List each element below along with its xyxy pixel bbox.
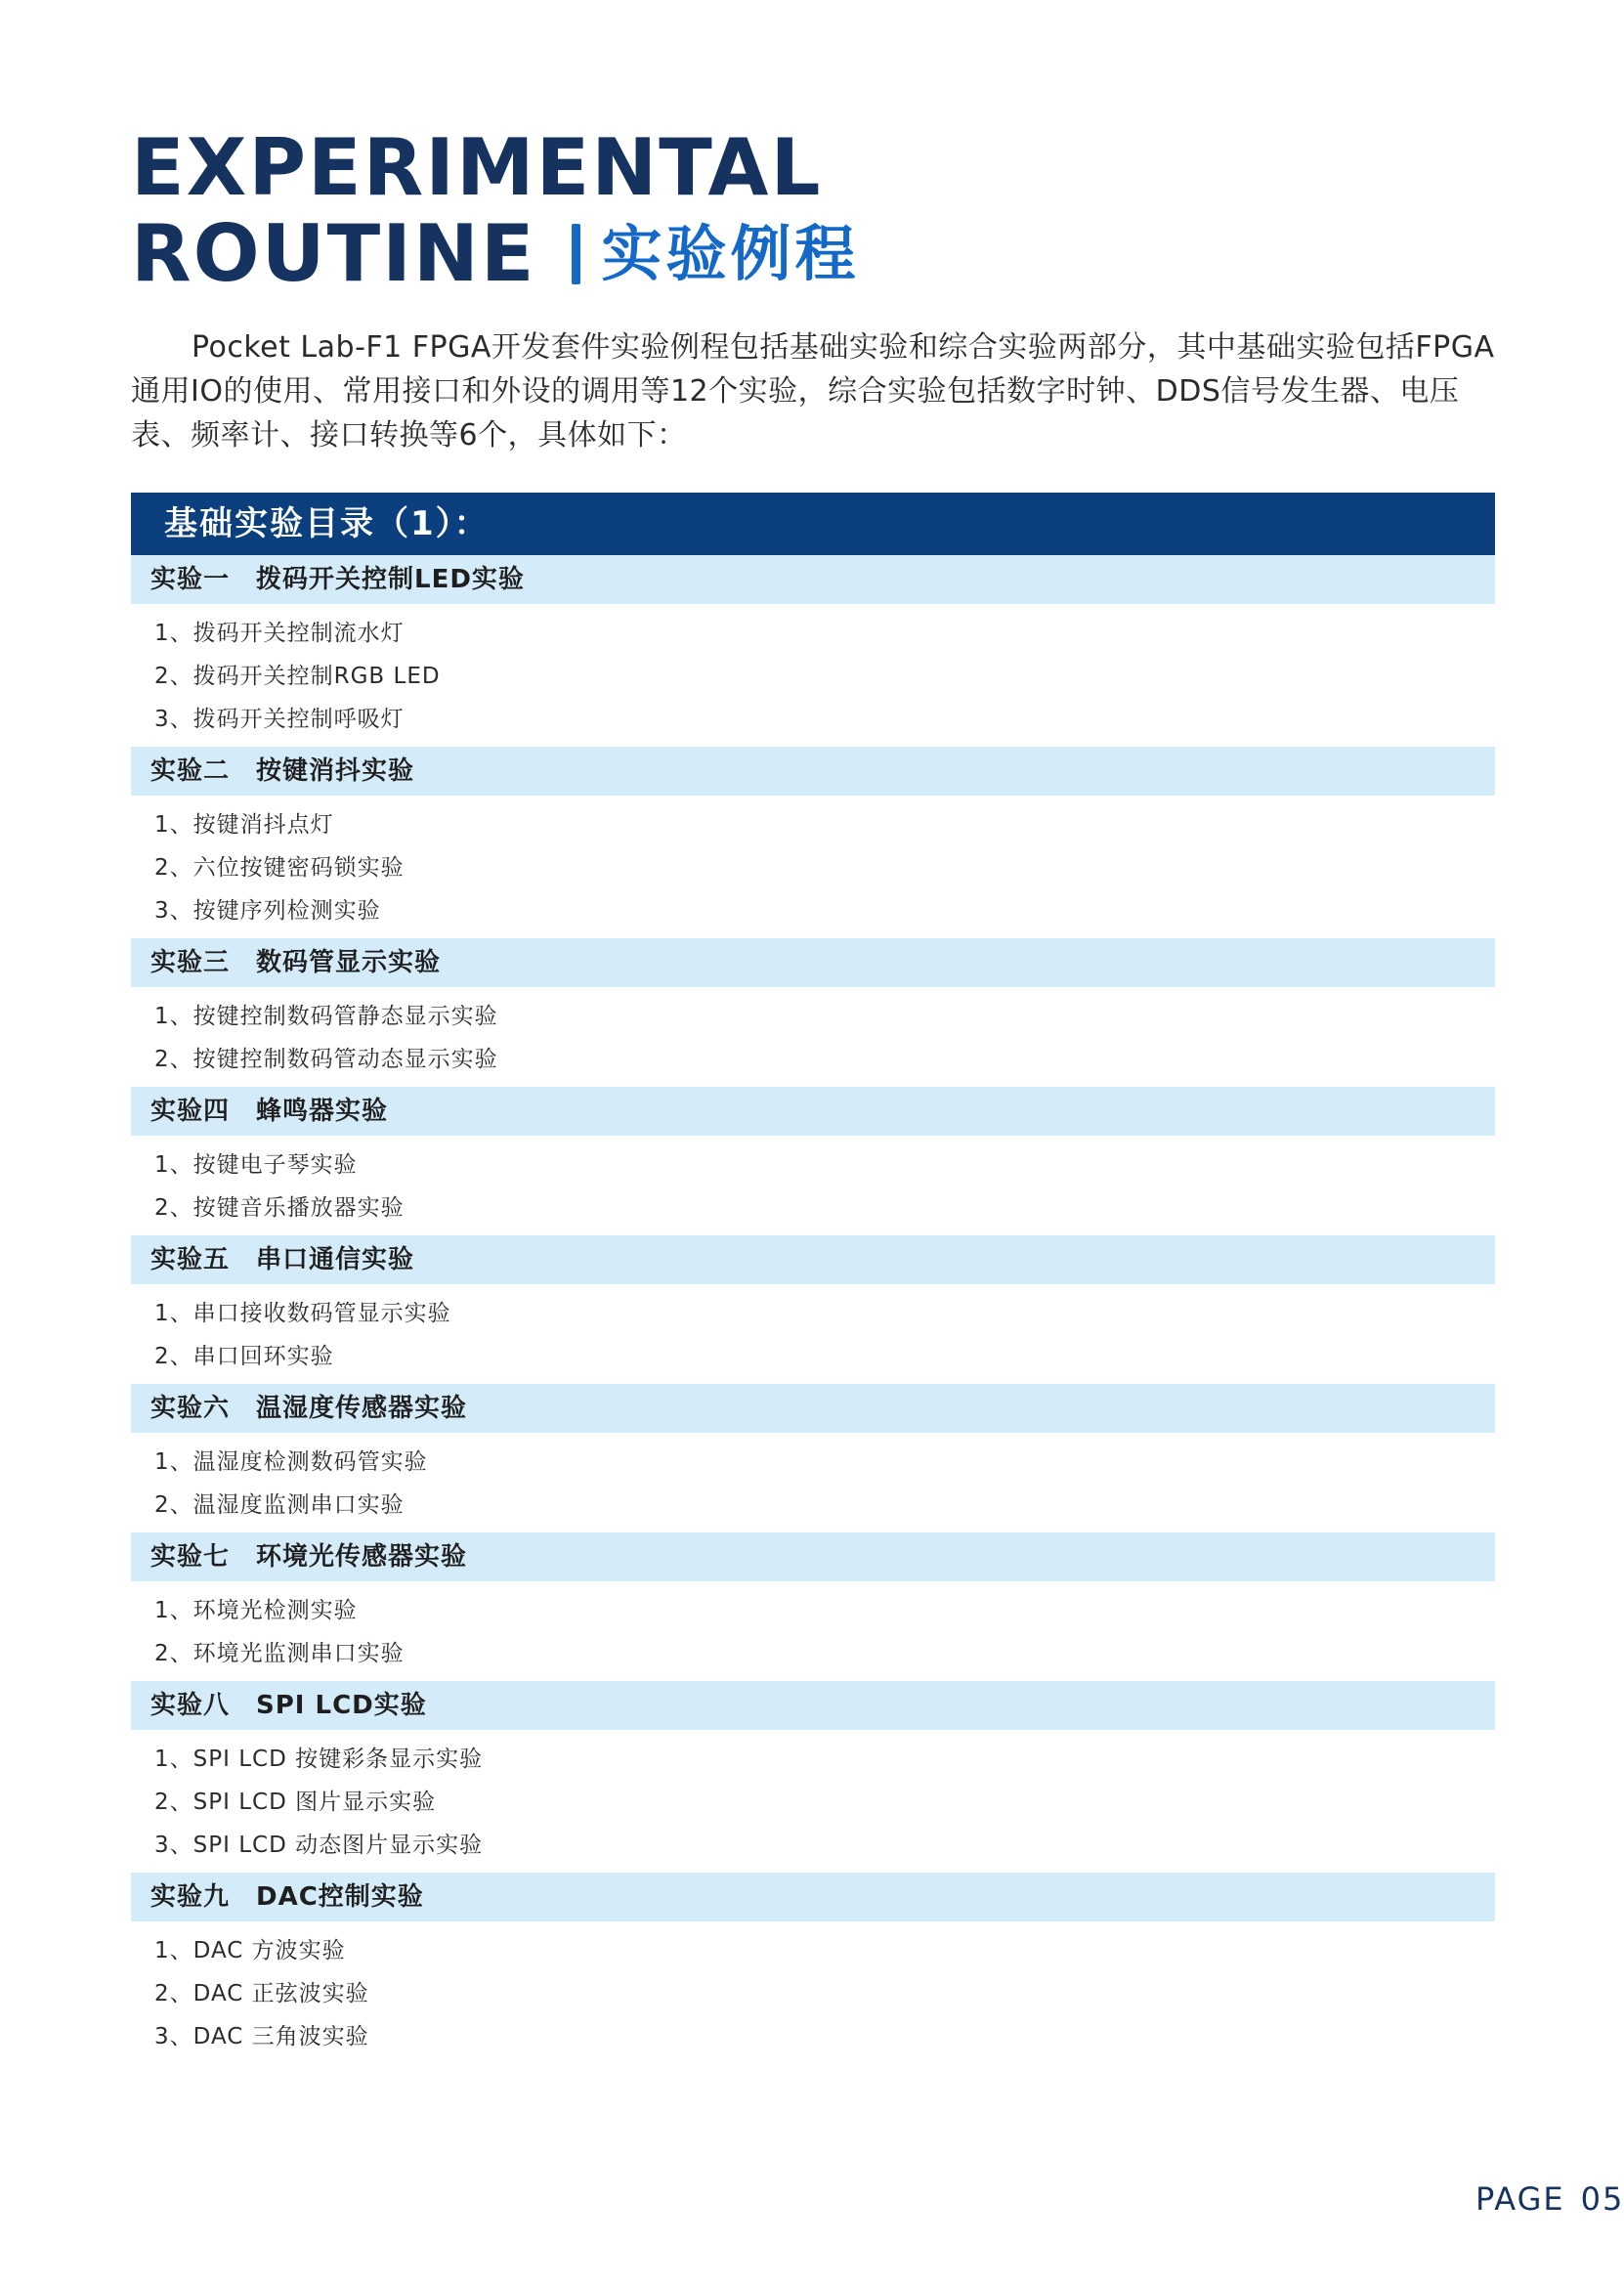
- experiment-items: [131, 1581, 1495, 1681]
- experiment-items: [131, 987, 1495, 1087]
- list-item: 2、温湿度监测串口实验: [154, 1492, 405, 1518]
- list-item: 1、串口接收数码管显示实验: [154, 1301, 451, 1326]
- list-item: 3、拨码开关控制呼吸灯: [154, 707, 405, 732]
- experiment-title: 实验一 拨码开关控制LED实验: [131, 555, 1495, 604]
- list-item: 1、DAC 方波实验: [154, 1938, 346, 1963]
- page: [131, 0, 1624, 2286]
- experiment-section: [131, 938, 1495, 1087]
- title-line-1: EXPERIMENTAL: [131, 122, 823, 213]
- experiment-title: 实验二 按键消抖实验: [131, 747, 1495, 796]
- list-item: 2、环境光监测串口实验: [154, 1641, 405, 1666]
- experiment-items: [131, 1921, 1495, 2064]
- intro-paragraph: Pocket Lab-F1 FPGA开发套件实验例程包括基础实验和综合实验两部分，其中基础实验包括FPGA通用IO的使用、常用接口和外设的调用等12个实验，综合实验包括数字时钟、DDS信号发生器、电压表、频率计、接口转换等6个，具体如下：: [131, 330, 1495, 453]
- experiment-catalog: [131, 493, 1495, 2064]
- list-item: 1、温湿度检测数码管实验: [154, 1449, 428, 1475]
- experiment-list: [131, 555, 1495, 2064]
- experiment-items: [131, 1433, 1495, 1532]
- page-number: [1475, 2179, 1624, 2219]
- experiment-items: [131, 1730, 1495, 1873]
- experiment-section: [131, 1087, 1495, 1235]
- experiment-items: [131, 796, 1495, 938]
- list-item: 1、按键电子琴实验: [154, 1152, 358, 1178]
- list-item: 3、DAC 三角波实验: [154, 2024, 369, 2049]
- page-label: PAGE: [1475, 2180, 1565, 2218]
- catalog-header: 基础实验目录（1）：: [131, 493, 1495, 555]
- list-item: 3、SPI LCD 动态图片显示实验: [154, 1833, 484, 1858]
- list-item: 1、环境光检测实验: [154, 1598, 358, 1623]
- list-item: 2、六位按键密码锁实验: [154, 855, 405, 881]
- experiment-section: [131, 1873, 1495, 2064]
- list-item: 1、拨码开关控制流水灯: [154, 621, 405, 646]
- experiment-section: [131, 555, 1495, 747]
- list-item: 1、按键消抖点灯: [154, 812, 334, 838]
- list-item: 1、SPI LCD 按键彩条显示实验: [154, 1747, 484, 1772]
- experiment-section: [131, 1384, 1495, 1532]
- experiment-items: [131, 1136, 1495, 1235]
- list-item: 2、拨码开关控制RGB LED: [154, 664, 441, 689]
- experiment-items: [131, 1284, 1495, 1384]
- experiment-title: 实验八 SPI LCD实验: [131, 1681, 1495, 1730]
- title-divider-bar: [572, 224, 580, 284]
- experiment-title: 实验六 温湿度传感器实验: [131, 1384, 1495, 1433]
- page-number-value: 05: [1580, 2180, 1624, 2218]
- list-item: 2、SPI LCD 图片显示实验: [154, 1790, 437, 1815]
- title-chinese: 实验例程: [601, 218, 860, 289]
- experiment-items: [131, 604, 1495, 747]
- experiment-section: [131, 1235, 1495, 1384]
- list-item: 1、按键控制数码管静态显示实验: [154, 1004, 498, 1029]
- experiment-section: [131, 1532, 1495, 1681]
- experiment-title: 实验三 数码管显示实验: [131, 938, 1495, 987]
- list-item: 2、按键音乐播放器实验: [154, 1195, 405, 1221]
- list-item: 2、DAC 正弦波实验: [154, 1981, 369, 2006]
- title-block: [131, 122, 860, 299]
- list-item: 3、按键序列检测实验: [154, 898, 381, 924]
- experiment-section: [131, 747, 1495, 938]
- experiment-section: [131, 1681, 1495, 1873]
- list-item: 2、按键控制数码管动态显示实验: [154, 1047, 498, 1072]
- experiment-title: 实验五 串口通信实验: [131, 1235, 1495, 1284]
- experiment-title: 实验九 DAC控制实验: [131, 1873, 1495, 1921]
- experiment-title: 实验四 蜂鸣器实验: [131, 1087, 1495, 1136]
- title-line-2: [131, 208, 860, 299]
- list-item: 2、串口回环实验: [154, 1344, 334, 1369]
- title-line-2-text: ROUTINE: [131, 208, 536, 299]
- experiment-title: 实验七 环境光传感器实验: [131, 1532, 1495, 1581]
